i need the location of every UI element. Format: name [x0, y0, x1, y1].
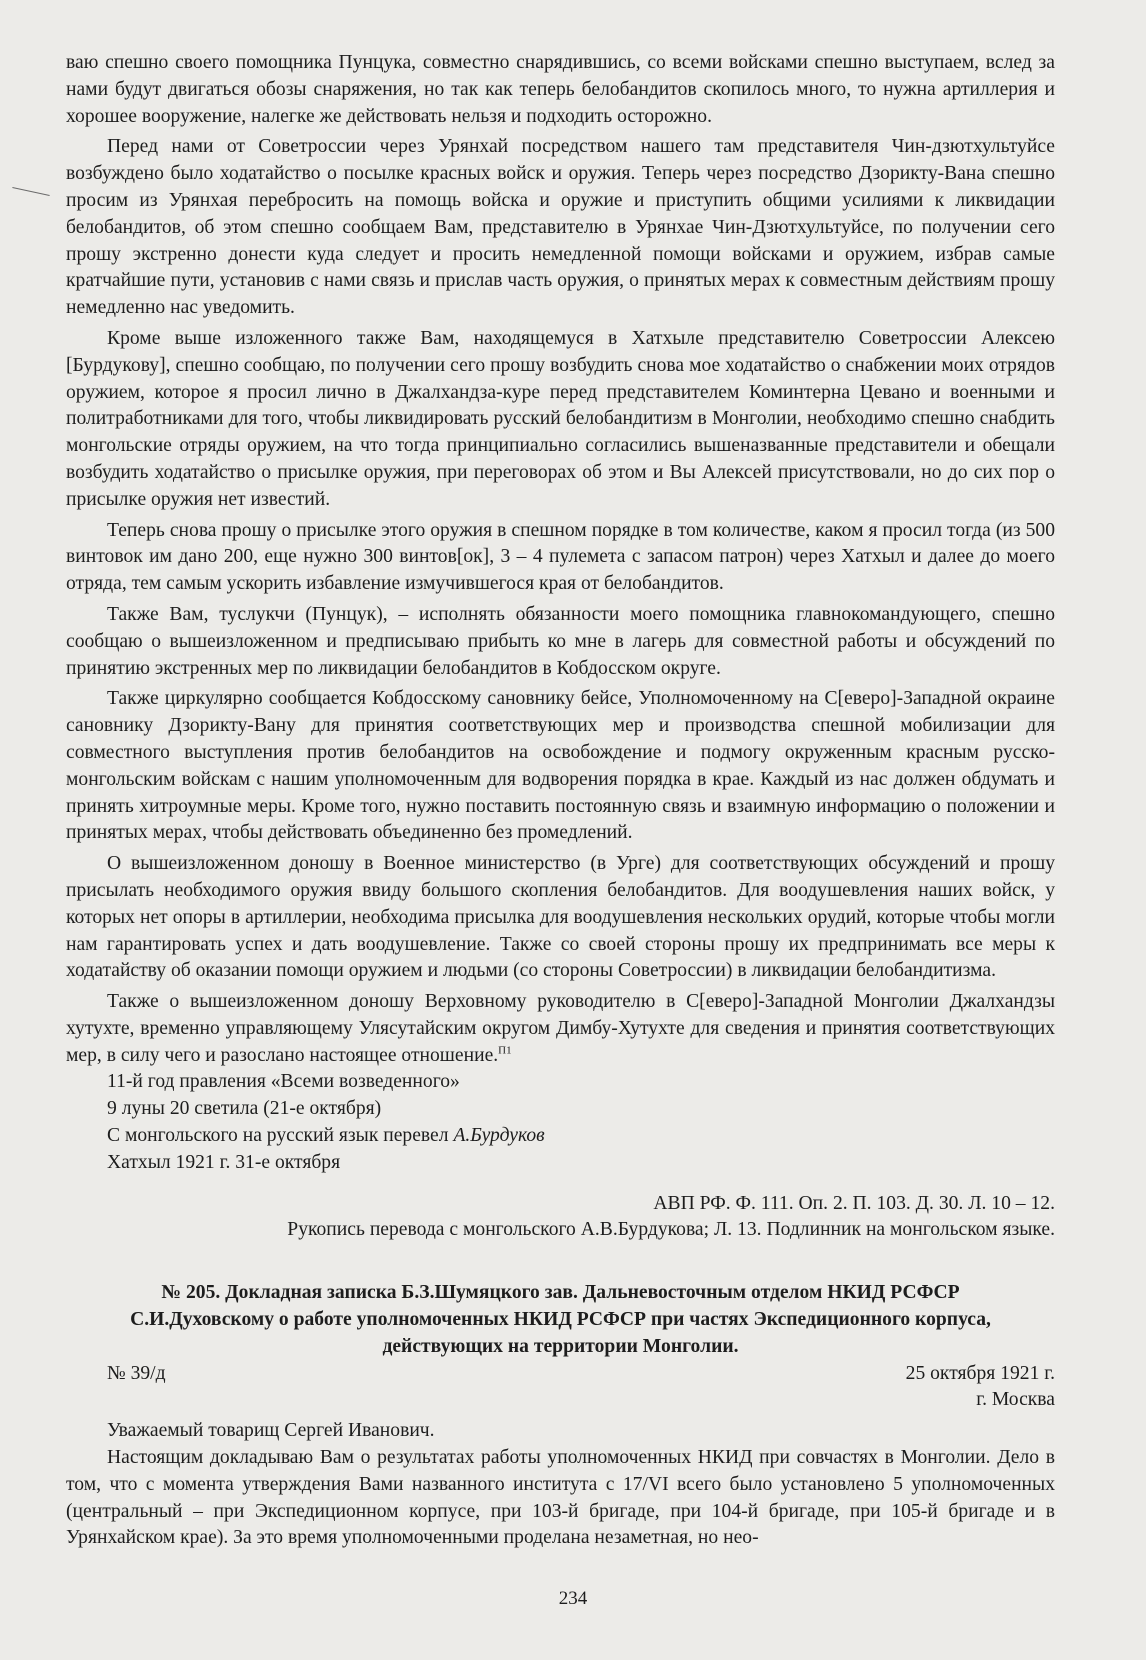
heading-line-3: действующих на территории Монголии. [382, 1335, 739, 1357]
signature-block [66, 1069, 1055, 1176]
paragraph-6: Также циркулярно сообщается Кобдосскому сановнику бейсе, Уполномоченному на С[еверо]-Западной окраине сановнику Дзорикту-Вану для принятия соответствующих мер и производства спешной мобилизации для совместного выступления против белобандитов на освобождение и подмогу окруженным красным русско-монгольским войскам с нашим уполномоченным для водворения порядка в крае. Каждый из нас должен обдумать и принять хитроумные меры. Кроме того, нужно поставить постоянную связь и взаимную информацию о положении и принятых мерах, чтобы действовать объединенно без промедлений. [66, 688, 1055, 844]
document-city: г. Москва [976, 1389, 1055, 1411]
paragraph-2: Перед нами от Советроссии через Урянхай посредством нашего там представителя Чин-дзютхультуйсе возбуждено было ходатайство о посылке красных войск и оружия. Теперь через посредство Дзорикту-Вана спешно просим из Урянхая перебросить на помощь войска и оружие и приступить общими усилиями к ликвидации белобандитов, об этом спешно сообщаем Вам, представителю в Урянхае Чин-Дзютхультуйсе, по получении сего прошу экстренно донести куда следует и просить немедленной помощи войсками и оружием, избрав самые кратчайшие пути, установив с нами связь и прислав часть оружия, о принятых мерах к совместным действиям прошу немедленно нас уведомить. [66, 136, 1055, 319]
signature-line-2: 9 луны 20 светила (21-е октября) [107, 1098, 382, 1120]
signature-line-1: 11-й год правления «Всеми возведенного» [107, 1071, 460, 1093]
heading-line-2: С.И.Духовскому о работе уполномоченных НКИД РСФСР при частях Экспедиционного корпуса, [130, 1309, 991, 1331]
paragraph-8 [66, 989, 1055, 1069]
paragraph-8-text: Также о вышеизложенном доношу Верховному руководителю в С[еверо]-Западной Монголии Джалхандзы хутухте, временно управляющему Улясутайским округом Димбу-Хутухте для сведения и принятия соответствующих мер, в силу чего и разослано настоящее отношение. [66, 991, 1055, 1066]
document-number: № 39/д [107, 1362, 166, 1384]
paragraph-3: Кроме выше изложенного также Вам, находящемуся в Хатхыле представителю Советроссии Алексею [Бурдукову], спешно сообщаю, по получении сего прошу возбудить снова мое ходатайство о снабжении моих отрядов оружием, которое я просил лично в Джалхандза-куре перед представителем Коминтерна Цевано и военными и политработниками для того, чтобы ликвидировать русский белобандитизм в Монголии, необходимо спешно снабдить монгольские отряды оружием, на что тогда принципиально согласились вышеназванные представители и обещали возбудить ходатайство о присылке оружия, при переговорах об этом и Вы Алексей присутствовали, но до сих пор о присылке оружия нет известий. [66, 327, 1055, 510]
heading-line-1: № 205. Докладная записка Б.З.Шумяцкого зав. Дальневосточным отделом НКИД РСФСР [161, 1282, 960, 1304]
document-meta [66, 1361, 1055, 1388]
document-date: 25 октября 1921 г. [905, 1362, 1055, 1384]
page-number: 234 [558, 1588, 588, 1609]
translator-prefix: С монгольского на русский язык перевел [107, 1125, 454, 1147]
signature-line-4: Хатхыл 1921 г. 31-е октября [107, 1151, 341, 1173]
citation-block [66, 1191, 1055, 1245]
paragraph-4: Теперь снова прошу о присылке этого оружия в спешном порядке в том количестве, каком я просил тогда (из 500 винтовок им дано 200, еще нужно 300 винтов[ок], 3 – 4 пулемета с запасом патрон) через Хатхыл и далее до моего отряда, тем самым ускорить избавление измучившегося края от белобандитов. [66, 519, 1055, 595]
signature-line-3 [107, 1123, 1055, 1150]
salutation: Уважаемый товарищ Сергей Иванович. [107, 1420, 435, 1442]
source-note: Рукопись перевода с монгольского А.В.Бурдукова; Л. 13. Подлинник на монгольском языке. [287, 1219, 1055, 1241]
page-content [66, 50, 1055, 1552]
paragraph-1: ваю спешно своего помощника Пунцука, совместно снарядившись, со всеми войсками спешно выступаем, вслед за нами будут двигаться обозы снаряжения, но так как теперь белобандитов скопилось много, то нужна артиллерия и хорошее вооружение, налегке же действовать нельзя и подходить осторожно. [66, 52, 1055, 127]
footnote-marker: П1 [498, 1044, 512, 1057]
archive-reference: АВП РФ. Ф. 111. Оп. 2. П. 103. Д. 30. Л. 10 – 12. [653, 1192, 1055, 1214]
paragraph-7: О вышеизложенном доношу в Военное министерство (в Урге) для соответствующих обсуждений и прошу присылать необходимого оружия ввиду большого скопления белобандитов. Для воодушевления наших войск, у которых нет опоры в артиллерии, необходима присылка для воодушевления нескольких орудий, которые чтобы могли нам гарантировать успех и дать воодушевление. Также со своей стороны прошу их предпринимать все меры к ходатайству об оказании помощи оружием и людьми (со стороны Советроссии) в ликвидации белобандитизма. [66, 853, 1055, 982]
document-heading [66, 1280, 1055, 1360]
margin-pencil-mark [12, 187, 49, 196]
document-body: Настоящим докладываю Вам о результатах работы уполномоченных НКИД при совчастях в Монголии. Дело в том, что с момента утверждения Вами названного института с 17/VI всего было установлено 5 уполномоченных (центральный – при Экспедиционном корпусе, при 103-й бригаде, при 104-й бригаде, при 105-й бригаде и в Урянхайском крае). За это время уполномоченными проделана незаметная, но нео- [66, 1447, 1055, 1549]
paragraph-5: Также Вам, туслукчи (Пунцук), – исполнять обязанности моего помощника главнокомандующего, спешно сообщаю о вышеизложенном и предписываю прибыть ко мне в лагерь для совместной работы и обсуждений по принятию экстренных мер по ликвидации белобандитов в Кобдосском округе. [66, 603, 1055, 679]
translator-name: А.Бурдуков [453, 1125, 545, 1147]
